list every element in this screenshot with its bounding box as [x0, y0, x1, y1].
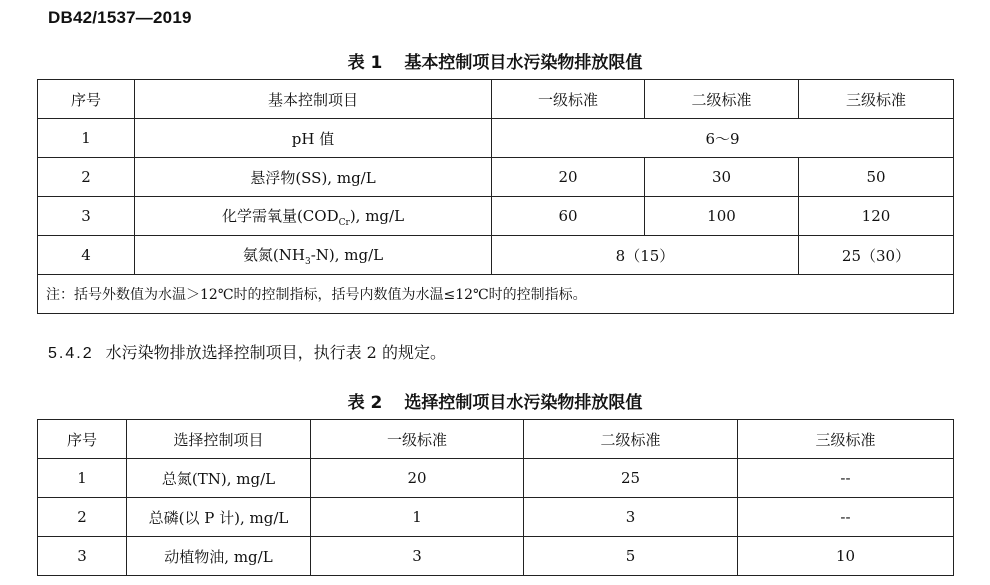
table1-caption	[0, 48, 990, 73]
row-level1: 3	[311, 537, 524, 576]
table1-caption-number: 表 1	[347, 53, 383, 73]
row-item: 总磷(以 P 计), mg/L	[127, 498, 311, 537]
item-unit: -N), mg/L	[310, 245, 384, 264]
row-level3: --	[738, 459, 954, 498]
row-item: 动植物油, mg/L	[127, 537, 311, 576]
table-row	[38, 236, 954, 275]
table-row	[38, 197, 954, 236]
row-level3: 10	[738, 537, 954, 576]
row-no: 2	[38, 158, 135, 197]
table2-caption-title: 选择控制项目水污染物排放限值	[404, 393, 643, 413]
table2-caption	[0, 388, 990, 413]
item-subscript: 3	[304, 256, 311, 267]
row-item: 悬浮物(SS), mg/L	[135, 158, 492, 197]
table1-note-row	[38, 275, 954, 314]
row-level12-merged: 8（15）	[492, 236, 799, 275]
table2-header-row	[38, 420, 954, 459]
section-text: 水污染物排放选择控制项目，执行表 2 的规定。	[105, 343, 446, 362]
table2-header-level1: 一级标准	[311, 420, 524, 459]
document-code: DB42/1537—2019	[48, 8, 192, 27]
row-no: 2	[38, 498, 127, 537]
table-row	[38, 459, 954, 498]
row-item	[135, 197, 492, 236]
table1-header-row	[38, 80, 954, 119]
table2-header-item: 选择控制项目	[127, 420, 311, 459]
row-level2: 25	[524, 459, 738, 498]
table-row	[38, 119, 954, 158]
row-level2: 5	[524, 537, 738, 576]
table1-header-no: 序号	[38, 80, 135, 119]
item-text: 化学需氧量(COD	[221, 206, 339, 225]
row-level1: 20	[311, 459, 524, 498]
row-no: 3	[38, 537, 127, 576]
row-level3: --	[738, 498, 954, 537]
row-no: 4	[38, 236, 135, 275]
table-row	[38, 498, 954, 537]
section-number: 5.4.2	[48, 345, 94, 362]
table2	[37, 419, 954, 576]
item-text: 氨氮(NH	[242, 245, 305, 264]
table-row	[38, 537, 954, 576]
row-item: pH 值	[135, 119, 492, 158]
row-level1: 60	[492, 197, 645, 236]
row-level1: 1	[311, 498, 524, 537]
row-level2: 100	[645, 197, 799, 236]
row-no: 3	[38, 197, 135, 236]
table2-header-level3: 三级标准	[738, 420, 954, 459]
row-level1: 20	[492, 158, 645, 197]
table1-header-level2: 二级标准	[645, 80, 799, 119]
row-item: 总氮(TN), mg/L	[127, 459, 311, 498]
table2-header-level2: 二级标准	[524, 420, 738, 459]
row-level3: 25（30）	[799, 236, 954, 275]
table-row	[38, 158, 954, 197]
table1-header-item: 基本控制项目	[135, 80, 492, 119]
row-value-merged: 6～9	[492, 119, 954, 158]
row-no: 1	[38, 119, 135, 158]
table1	[37, 79, 954, 314]
table2-header-no: 序号	[38, 420, 127, 459]
row-level3: 50	[799, 158, 954, 197]
table1-caption-title: 基本控制项目水污染物排放限值	[404, 53, 643, 73]
row-no: 1	[38, 459, 127, 498]
row-level2: 3	[524, 498, 738, 537]
section-paragraph	[48, 340, 446, 363]
item-subscript: Cr	[338, 217, 350, 228]
row-level2: 30	[645, 158, 799, 197]
table2-caption-number: 表 2	[347, 393, 383, 413]
item-unit: ), mg/L	[349, 206, 405, 225]
table1-note: 注：括号外数值为水温＞12℃时的控制指标，括号内数值为水温≤12℃时的控制指标。	[38, 275, 954, 314]
table1-header-level3: 三级标准	[799, 80, 954, 119]
row-item	[135, 236, 492, 275]
row-level3: 120	[799, 197, 954, 236]
table1-header-level1: 一级标准	[492, 80, 645, 119]
